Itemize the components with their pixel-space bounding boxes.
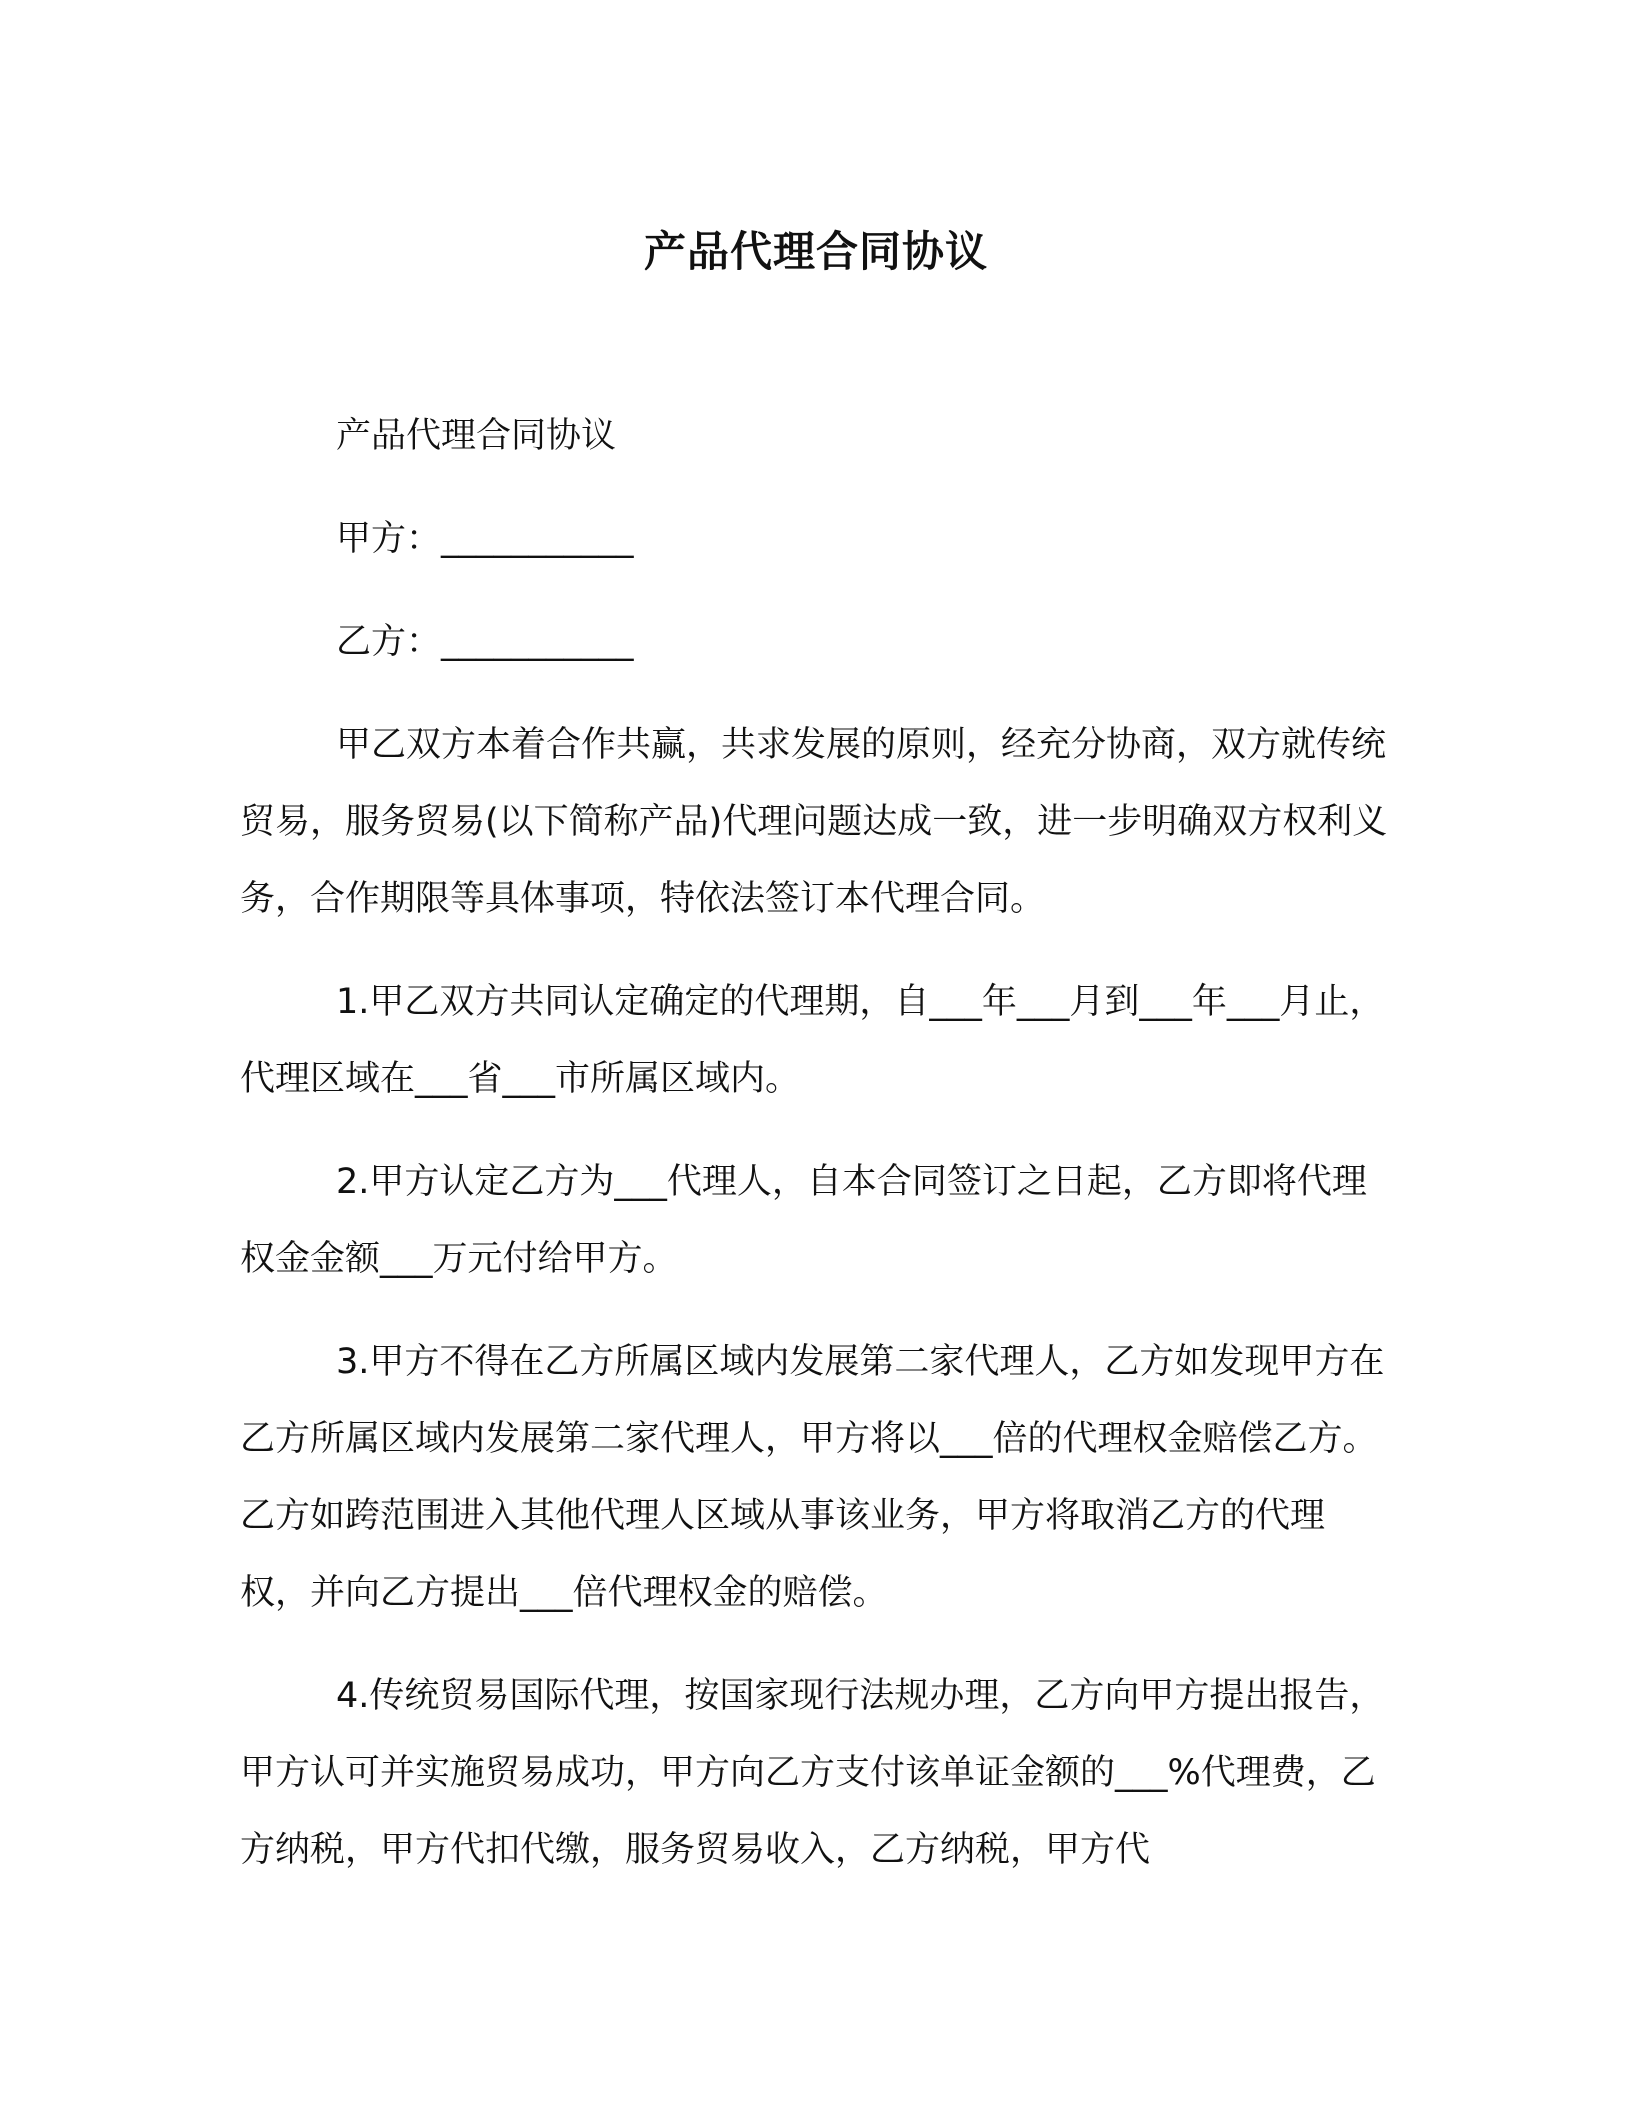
party-a-line: 甲方：___________ [336, 519, 634, 559]
clause-2-paragraph: 2.甲方认定乙方为___代理人，自本合同签订之日起，乙方即将代理权金金额___万元付给甲方。 [240, 1162, 1367, 1279]
document-body [240, 398, 1392, 1915]
clause-4-paragraph: 4.传统贸易国际代理，按国家现行法规办理，乙方向甲方提出报告，甲方认可并实施贸易成功，甲方向乙方支付该单证金额的___%代理费，乙方纳税，甲方代扣代缴，服务贸易收入，乙方纳税，甲方代 [240, 1676, 1385, 1870]
clause-3-paragraph: 3.甲方不得在乙方所属区域内发展第二家代理人，乙方如发现甲方在乙方所属区域内发展第二家代理人，甲方将以___倍的代理权金赔偿乙方。乙方如跨范围进入其他代理人区域从事该业务，甲方将取消乙方的代理权，并向乙方提出___倍代理权金的赔偿。 [240, 1342, 1385, 1613]
document-title: 产品代理合同协议 [643, 227, 988, 276]
party-b-line: 乙方：___________ [336, 622, 634, 662]
clause-1-paragraph: 1.甲乙双方共同认定确定的代理期，自___年___月到___年___月止，代理区域在___省___市所属区域内。 [240, 982, 1385, 1099]
preamble-paragraph: 甲乙双方本着合作共赢，共求发展的原则，经充分协商，双方就传统贸易，服务贸易(以下简称产品)代理问题达成一致，进一步明确双方权利义务，合作期限等具体事项，特依法签订本代理合同。 [240, 725, 1388, 919]
subtitle-paragraph: 产品代理合同协议 [336, 416, 617, 456]
